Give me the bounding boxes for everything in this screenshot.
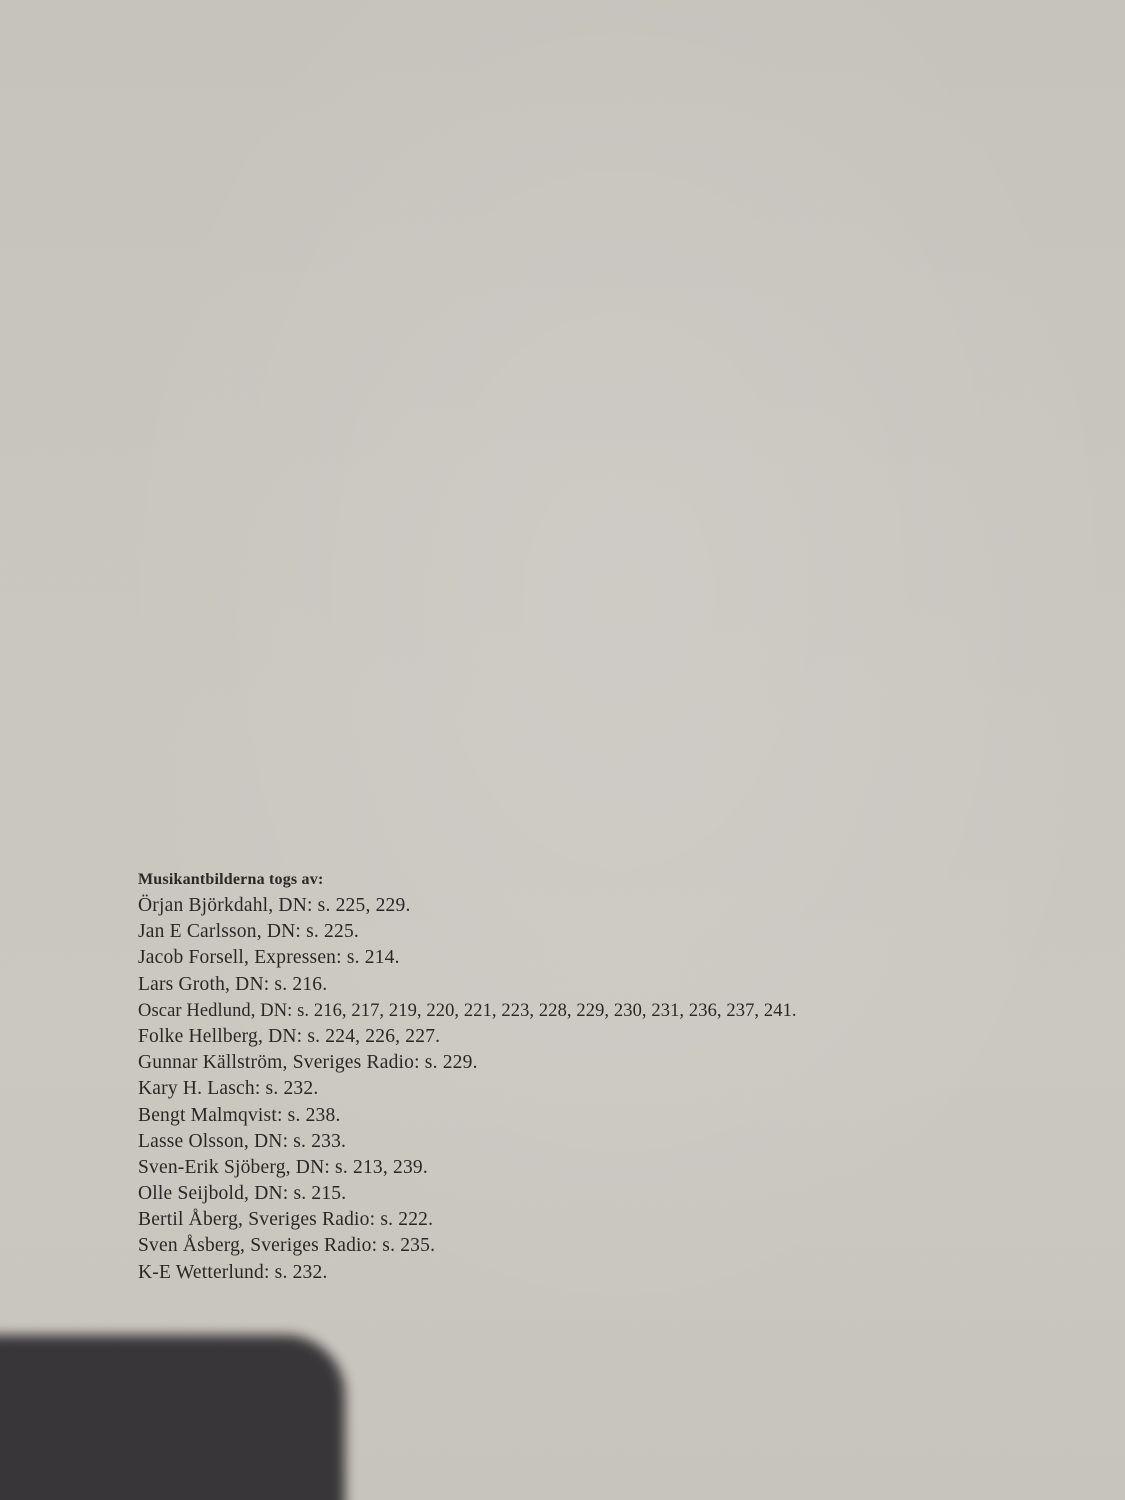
photo-credits (138, 866, 1098, 1286)
credit-line: Kary H. Lasch: s. 232. (138, 1078, 319, 1100)
hand-shadow (0, 1335, 345, 1500)
credit-line: Lasse Olsson, DN: s. 233. (138, 1130, 347, 1152)
credits-heading: Musikantbilderna togs av: (138, 871, 324, 888)
credit-line: Olle Seijbold, DN: s. 215. (138, 1183, 347, 1205)
credit-line: Jan E Carlsson, DN: s. 225. (138, 921, 359, 943)
credit-line: Sven Åsberg, Sveriges Radio: s. 235. (138, 1235, 436, 1257)
credit-line: Oscar Hedlund, DN: s. 216, 217, 219, 220, 221, 223, 228, 229, 230, 231, 236, 237, 241. (138, 1000, 797, 1021)
credit-line: Bengt Malmqvist: s. 238. (138, 1104, 341, 1126)
credit-line: Lars Groth, DN: s. 216. (138, 973, 328, 995)
credit-line: Sven-Erik Sjöberg, DN: s. 213, 239. (138, 1156, 428, 1178)
credit-line: Gunnar Källström, Sveriges Radio: s. 229. (138, 1052, 478, 1074)
credit-line: Folke Hellberg, DN: s. 224, 226, 227. (138, 1025, 441, 1047)
credit-line: Örjan Björkdahl, DN: s. 225, 229. (138, 895, 411, 916)
credit-line: K-E Wetterlund: s. 232. (138, 1261, 328, 1283)
credit-line: Jacob Forsell, Expressen: s. 214. (138, 947, 400, 969)
credit-line: Bertil Åberg, Sveriges Radio: s. 222. (138, 1209, 434, 1231)
